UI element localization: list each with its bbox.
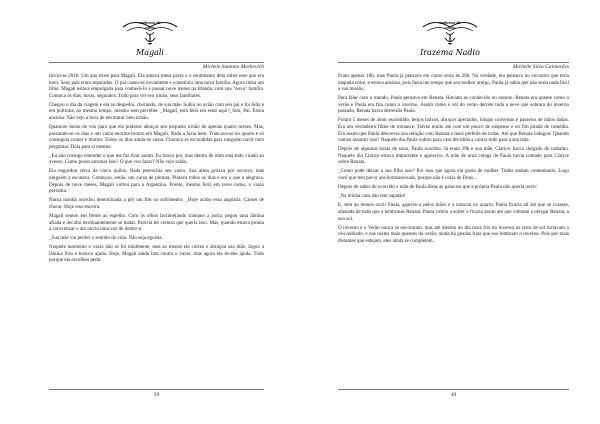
footer-divider [49, 389, 264, 390]
logo-title [115, 21, 185, 30]
logo-title-line: conto [445, 24, 455, 30]
paragraph: Eram apenas 10h, mas Paula já pensava em como seria às 20h. Na verdade, ela pensava no encontro que teria naquela noite, e estava ansiosa, pois fazia um tempo que seu melhor amigo, Paula já sabia que não seria nada fácil a sua missão. [338, 73, 569, 93]
paragraph: O inverno e o Verão nunca se encontram, mas até mesmo no dia mais frio do inverno os raios de sol furtavam o céu nublado, e nas noites mais quentes do verão, ainda há geadas frias que nos lembram o inverno. Pois por mais distantes que estejam, eles ainda se completam.. [338, 224, 569, 244]
paragraph: _Sua mãe vai perder o sentido da vida. Não seja egoísta. [49, 235, 163, 242]
paragraph: Numa manhã acordou determinada a pôr um fim no sofrimento: _Hoje acabo essa angústia. Cansei de chorar. Hoje isso encerra. [49, 197, 264, 210]
page-number: 39 [153, 392, 160, 398]
author-name: Michele Santana Markovich [202, 64, 264, 70]
logo-name: Magali [136, 48, 164, 57]
paragraph: Foram 5 meses de amor escondido, beijos baixos, abraços apertados, longas conversas e passeios de mãos dadas. Era um verdadeiro filme de romance. Talvez muito até com um pouco de suspense e no fim pitada de comédia. Era assim que Paula descrevia sua relação com Renata a mais perfeita de todas. Até que Renata indagou: Quando vamos assumir isso? Naquele dia Paula voltou para casa decidida a contar tudo para a sua mãe. [338, 117, 569, 144]
paragraph: E, sem ao menos ouvir Paula, agarrou-a pelos mãos e a trancou no quarto. Paula ficaria ali até que se curasse, afastada de tudo que a lembrasse Renata. Paula voltou a sofrer e ficaria assim até que voltasse a obrigar Renata, a sua sol. [338, 202, 569, 222]
paragraph: Magali sentou em frente ao espelho. Com os olhos lacrimejando tranquei a porta, pegou uma lâmina afiada e decidiu terminantemente se matar. Parecia ter certeza que queria isso. Mas, quando estava pronta a concretizar o ato ouviu uma voz de dentro e: [49, 212, 264, 233]
paragraph: _Como pode deixar a sua filha isso? Por isso que agora ela gosta de mulher. Todos andam comentando. Logo você que tem pavor aos homossexuais, porque não é coisa de Deus... [338, 168, 569, 182]
logo [115, 12, 185, 62]
footer-divider [338, 389, 569, 390]
logo-title-line: conto [145, 24, 155, 30]
left-page-header [0, 12, 300, 62]
logo-title-line: cadernos do [439, 20, 461, 25]
story-body [49, 73, 264, 267]
paragraph: Naquele momento o vazio não se foi totalmente, mas ao menos ela correu e abraçou sua mãe. Jogou a lâmina fora e buscou ajuda. Hoje, Magali ainda luta contra o vazio, mas agora ela recebe ajuda. Tudo porque ela escolheu pedir. [49, 244, 264, 264]
paragraph: Chegou o dia da viagem e ela se despediu, chorando, de sua mãe. Subiu no avião com seu pai e foi feliz e em poltrona, ao mesmo tempo, mesmo sem perceber. _Magali, está feliz em estar aqui?_Sim, Pai. Estou ansiosa. Não vejo a hora de encontrar meu irmão. [49, 101, 264, 121]
paragraph: Quatorze horas de voo para que ela pudesse abraçar seu pequeno irmão de apenas quatro meses. Mas, passaram-se os dias e um vazio enorme brotou em Magali. Nada a fazia bem. Trancava-se no quarto e só conseguia comer e dormir. Todos os dias ainda-se vazia. Chorava as escondidas para ninguém ouvir nem perguntar. Dóia para si mesma: [49, 124, 264, 150]
paragraph: Para falar com o mundo, Paula pensava em Renata. Haviam se conhecido no outono. Renata era quente como o verão e Paula era fria como o inverno. Assim como o sol do verão derrete toda a neve que sobrara do inverno passado, Renata havia derretido Paula. [338, 95, 569, 115]
logo-title [415, 21, 485, 30]
logo-name: Irazema Nadio [420, 48, 480, 57]
header-divider [338, 62, 569, 63]
paragraph: _Eu não consigo entender o que me faz ficar assim. Eu busco por, mas dentro de mim está tudo virado ao avesso. Como posso arrumar isso? O que vou fazer? Não vejo saída.. [49, 152, 264, 166]
author-name: Michelle Silva Guimarães [512, 64, 569, 70]
right-page [300, 0, 600, 424]
paragraph: Ela engordou cerca de cinco quilos. Nada preenchia seu vazio. Sua alma gritava por socorro, mas ninguém a escutava. Começou, então, um curso de pintura. Pintava todos os dias e era o que a alegrava. Depois de nove meses, Magali voltou para a Argentina. Porém, mesmo feliz em rever todos, o vazio persistia. [49, 168, 264, 195]
paragraph: Inicio-se 2018. Um ano triste para Magali. Ela amava meus pares e o sentimento dela sobre esse ano era bom. Seus pais eram separados. O pai casou-se novamente e constituiu uma nova família. Agora tinha um filho. Magali estava empolgada para conhecê-lo e passar nove meses na Irlanda, com sua "nova" família. Contava os dias, horas, segundos. Tudo para ver seu irmão, seus familiares. [49, 73, 264, 99]
paragraph: Depois de algumas horas de sono, Paula acordou. Já eram 19h e sua mãe, Clarice, havia chegado do trabalho. Naquele dia Clarice estava impaciente e agressiva. A mãe de uma colega de Paula havia contado para Clarice sobre Renata. [338, 146, 569, 166]
logo-title-line: cadernos do [139, 20, 161, 25]
right-page-header [300, 12, 600, 62]
story-body [338, 73, 569, 247]
paragraph: Depois de saber do ocorrido a mãe de Paula disse as palavras que a própria Paula não queria ouvir: [338, 184, 538, 191]
paragraph: _Na minha casa não tem sapatão! [338, 193, 406, 200]
logo [415, 12, 485, 62]
header-divider [49, 62, 264, 63]
page-number: 40 [450, 392, 457, 398]
